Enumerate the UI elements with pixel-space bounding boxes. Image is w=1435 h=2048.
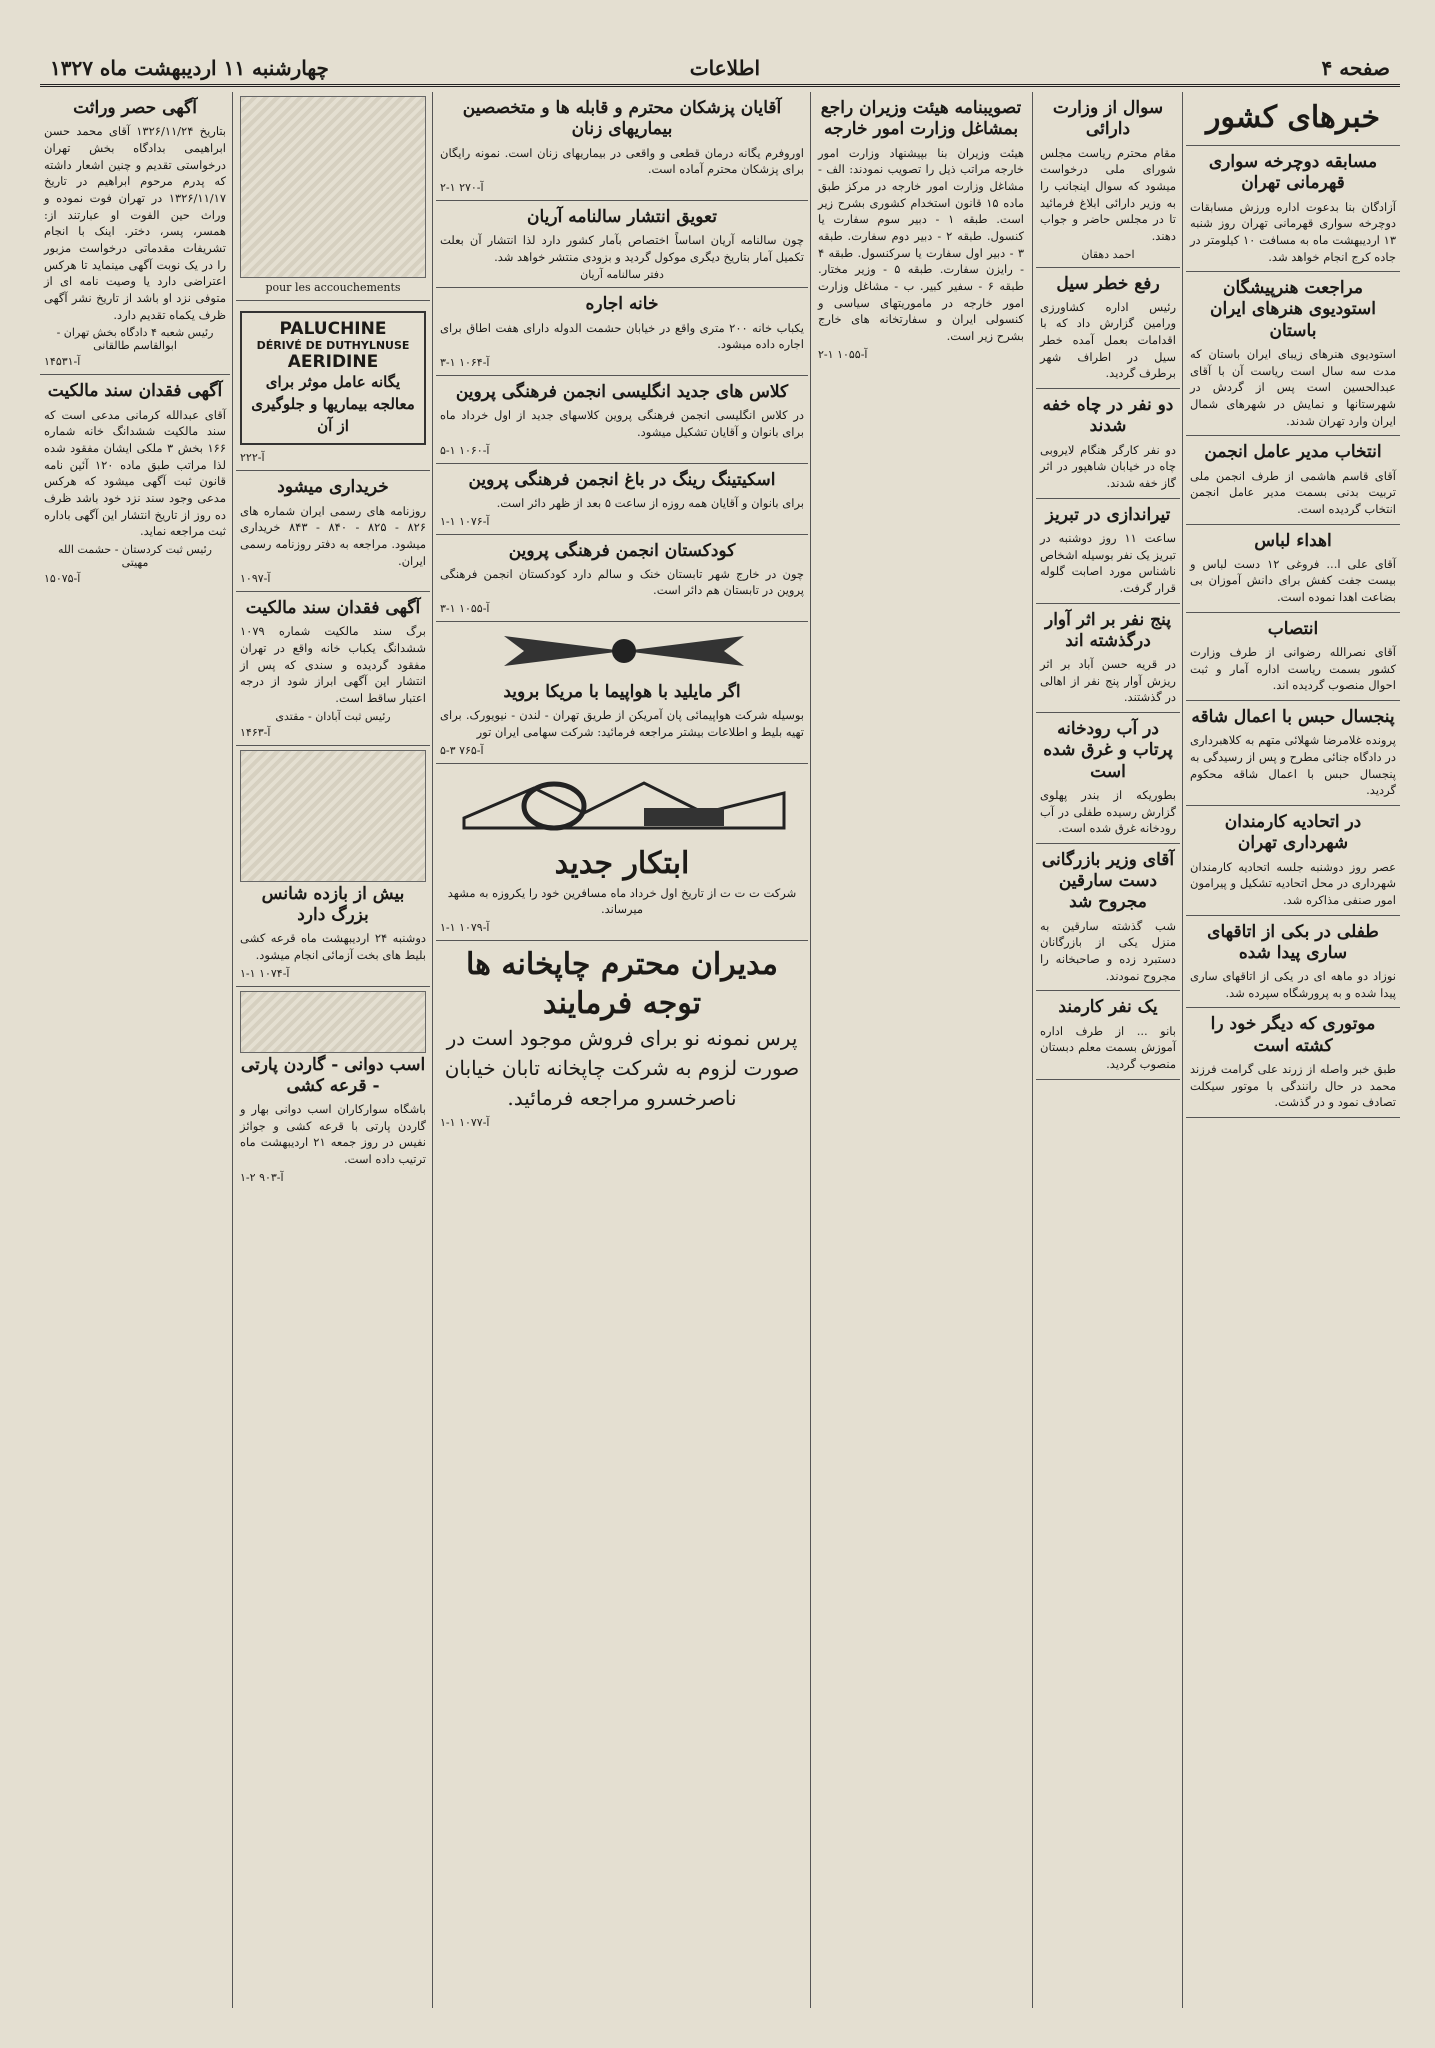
article-title: رفع خطر سیل — [1056, 273, 1160, 294]
ad-code: آ-۱۰۷۷ ۱-۱ — [440, 1116, 490, 1130]
winged-emblem-icon — [444, 626, 804, 676]
ad-title: خانه اجاره — [585, 294, 659, 315]
ad-body: چون در خارج شهر تابستان خنک و سالم دارد کودکستان انجمن فرهنگی پروین در تابستان هم دائر است. — [440, 566, 804, 598]
article-title: آقای وزیر بازرگانی دست سارقین مجروح شد — [1041, 849, 1175, 913]
column-rule — [432, 92, 433, 2008]
ad-body: باشگاه سوارکاران اسب دوانی بهار و گاردن پارتی با قرعه کشی و جوائز نفیس در روز جمعه ۲۱ اردیبهشت ماه ترتیب داده است. — [240, 1102, 426, 1167]
ad-code: آ-۱۰۹۷ — [240, 572, 271, 586]
masthead — [40, 54, 1400, 87]
article-body: آقای قاسم هاشمی از طرف انجمن ملی تربیت بدنی بسمت مدیر عامل انجمن انتخاب گردیده است. — [1190, 468, 1396, 516]
article — [1186, 525, 1400, 613]
article-title: مراجعت هنرپیشگان استودیوی هنرهای ایران باستان — [1209, 278, 1377, 341]
ad-title: اسکیتینگ رینگ در باغ انجمن فرهنگی پروین — [468, 469, 776, 490]
article — [1186, 1008, 1400, 1118]
column-5 — [236, 92, 430, 2008]
article-title: موتوری که دیگر خود را کشته است — [1210, 1014, 1376, 1056]
article-title: اهداء لباس — [1254, 530, 1332, 551]
ad-code: آ-۲۷۰ ۱-۲ — [440, 180, 484, 194]
article-body: استودیوی هنرهای زیبای ایران باستان که مدت سه سال است ریاست آن با آقای عبدالحسین است پس از گردش در شهرستانها و نمایش در شهرهای شمال ایران وارد تهران شدند. — [1190, 346, 1396, 428]
ad-caption: pour les accouchements — [265, 281, 401, 294]
issue-date: چهارشنبه ۱۱ اردیبهشت ماه ۱۳۲۷ — [50, 56, 329, 80]
ad-body: یکباب خانه ۲۰۰ متری واقع در خیابان حشمت الدوله دارای هفت اطاق برای اجاره داده میشود. — [440, 320, 804, 352]
notice-title: آگهی فقدان سند مالکیت — [245, 598, 421, 619]
article-title: انتصاب — [1267, 618, 1319, 639]
paluchine-ad-box — [240, 311, 426, 445]
ad-title: اسب دوانی - گاردن پارتی - قرعه کشی — [240, 1054, 426, 1096]
advert — [436, 464, 808, 535]
column-2 — [1036, 92, 1180, 2008]
notice-signature: رئیس ثبت آبادان - مقتدی — [275, 709, 391, 723]
article-body: رئیس اداره کشاورزی ورامین گزارش داد که با اقدامات بعمل آمده خطر سیل در اطراف شهر برطرف گردید. — [1040, 299, 1176, 381]
advert — [436, 376, 808, 464]
article-title: دو نفر در چاه خفه شدند — [1042, 395, 1174, 437]
notice-body: برگ سند مالکیت شماره ۱۰۷۹ ششدانگ یکباب خانه واقع در تهران مفقود گردیده و سندی که پس از انتشار این آگهی ابراز شود از درجه اعتبار ساقط است. — [240, 624, 426, 706]
ad-code: آ-۹۰۳ ۲-۱ — [240, 1170, 284, 1184]
advert — [436, 941, 808, 1135]
article-title: در آب رودخانه پرتاب و غرق شده است — [1043, 719, 1173, 782]
notice — [40, 375, 230, 591]
article — [1036, 92, 1180, 268]
ad-subtitle: DÉRIVÉ DE DUTHYLNUSE — [256, 339, 410, 352]
ad-title: مدیران محترم چاپخانه ها توجه فرمایند — [466, 947, 778, 1022]
ad-code: آ-۱۰۶۰ ۱-۵ — [440, 443, 490, 457]
advert — [236, 746, 430, 987]
illustration-horses — [240, 991, 426, 1053]
article-body: بطوریکه از بندر پهلوی گزارش رسیده طفلی در آب رودخانه غرق شده است. — [1040, 787, 1176, 836]
advert — [436, 288, 808, 376]
advert — [436, 535, 808, 623]
ad-code: آ-۷۶۵ ۳-۵ — [440, 743, 484, 757]
article — [1186, 613, 1400, 701]
article-title: طفلی در بکی از اتاقهای ساری پیدا شده — [1207, 921, 1379, 963]
bus-logo-icon — [444, 768, 804, 838]
ad-body: روزنامه های رسمی ایران شماره های ۸۲۶ - ۸۲۵ - ۸۴۰ - ۸۴۳ خریداری میشود. مراجعه به دفتر روزنامه رسمی ایران. — [240, 503, 427, 568]
article — [1036, 499, 1180, 604]
ad-code: آ-۱۰۵۵ ۱-۲ — [818, 347, 868, 361]
ad-body: اوروفرم یگانه درمان قطعی و واقعی در بیماریهای زنان است. نمونه رایگان برای پزشکان محترم آماده است. — [440, 145, 804, 177]
advert — [236, 92, 430, 301]
column-1 — [1186, 92, 1400, 2008]
article-title: در اتحادیه کارمندان شهرداری تهران — [1224, 812, 1362, 854]
ad-body: پرس نمونه نو برای فروش موجود است در صورت لزوم به شرکت چاپخانه تابان خیابان ناصرخسرو مراجعه فرمائید. — [444, 1026, 800, 1111]
article-title: سوال از وزارت دارائی — [1052, 98, 1164, 140]
ad-brand: PALUCHINE — [279, 319, 387, 339]
column-rule — [810, 92, 811, 2008]
article-body: عصر روز دوشنبه جلسه اتحادیه کارمندان شهرداری در محل اتحادیه تشکیل و پیرامون امور صنفی مذاکره شد. — [1190, 859, 1396, 907]
article — [1036, 268, 1180, 390]
article-body: دو نفر کارگر هنگام لایروبی چاه در خیابان شاهپور در اثر گاز خفه شدند. — [1040, 442, 1176, 490]
illustration-mother-child — [240, 96, 426, 278]
ad-title: تعویق انتشار سالنامه آریان — [527, 206, 717, 227]
ad-code: آ-۱۴۶۳ — [240, 725, 271, 739]
article — [1186, 436, 1400, 524]
article-title: پنجسال حبس با اعمال شاقه — [1191, 707, 1395, 728]
advert — [436, 764, 808, 941]
notice-title: آگهی حصر وراثت — [73, 98, 197, 118]
paper-name: اطلاعات — [689, 56, 760, 80]
ad-body: شرکت ت ت ت از تاریخ اول خرداد ماه مسافرین خود را یکروزه به مشهد میرساند. — [447, 885, 797, 917]
article-body: طبق خبر واصله از زرند علی گرامت فرزند محمد در حال رانندگی با موتور سیکلت تصادف نمود و در گذشت. — [1190, 1061, 1396, 1110]
ad-body: چون سالنامه آریان اساساً اختصاص بآمار کشور دارد لذا انتشار آن بعلت تکمیل آمار بتاریخ دیگری موکول گردید و بزودی منتشر خواهد شد. — [440, 233, 804, 264]
ad-code: آ-۱۰۶۴ ۱-۳ — [440, 356, 490, 370]
column-3 — [814, 92, 1028, 2008]
ad-body: یگانه عامل موثر برای معالجه بیماریها و جلوگیری از آن — [251, 373, 415, 435]
advert — [236, 301, 430, 471]
advert — [236, 987, 430, 1190]
article-body: مقام محترم ریاست مجلس شورای ملی درخواست میشود که سوال اینجانب را به وزیر دارائی ابلاغ فرمائید تا در مجلس حاضر و جواب دهند. — [1040, 145, 1176, 243]
illustration-globe — [240, 750, 426, 882]
article-body: شب گذشته سارقین به منزل یکی از بازرگانان دستبرد زده و صاحبخانه را مجروح نمودند. — [1040, 918, 1176, 983]
notice — [236, 592, 430, 746]
article — [1036, 604, 1180, 714]
article-title: یک نفر کارمند — [1058, 997, 1158, 1018]
ad-title: کلاس های جدید انگلیسی انجمن فرهنگی پروین — [455, 382, 789, 403]
ad-code: آ-۱۰۷۶ ۱-۱ — [440, 514, 490, 528]
article-body: هیئت وزیران بنا بپیشنهاد وزارت امور خارجه مراتب ذیل را تصویب نمودند: الف - مشاغل وزارت امور خارجه در مرکز طبق ماده ۱۵ قانون استخدام کشوری بشرح زیر است. طبقه ۱ - دبیر سوم سفارت یا کنسول. طبقه ۲ - دبیر دوم سفارت. طبقه ۳ - دبیر اول سفارت یا سرکنسول. طبقه ۴ - رایزن سفارت. طبقه ۵ - وزیر مختار. طبقه ۶ - سفیر کبیر. ب - مشاغل وزارت امور خارجه در ماموریتهای سیاسی و کنسولی ایران و سفارتخانه های خارج بشرح زیر است. — [818, 145, 1025, 343]
ad-brand-2: AERIDINE — [287, 352, 379, 372]
article-title: پنج نفر بر اثر آوار درگذشته اند — [1044, 609, 1172, 651]
article-title: تیراندازی در تبریز — [1045, 504, 1171, 525]
ad-title: خریداری میشود — [277, 477, 389, 498]
advert — [236, 471, 430, 592]
article-body: آقای نصرالله رضوانی از طرف وزارت کشور بسمت ریاست اداره آمار و ثبت احوال منصوب گردیده اند. — [1190, 645, 1396, 693]
article-body: پرونده غلامرضا شهلائی متهم به کلاهبرداری در دادگاه جنائی مطرح و پس از رسیدگی به پنجسال حبس با اعمال شاقه محکوم گردید. — [1190, 733, 1396, 798]
ad-body: در کلاس انگلیسی انجمن فرهنگی پروین کلاسهای جدید از اول خرداد ماه برای بانوان و آقایان تشکیل میشود. — [440, 408, 804, 439]
advert — [436, 201, 808, 289]
article — [1186, 806, 1400, 916]
article — [1186, 916, 1400, 1009]
article — [1036, 844, 1180, 991]
ad-title: بیش از بازده شانس بزرگ دارد — [261, 883, 405, 926]
notice-body: آقای عبدالله کرمانی مدعی است که سند مالکیت ششدانگ خانه شماره ۱۶۶ بخش ۳ ملکی ایشان مفقود شده لذا مراتب طبق ماده ۱۲۰ آئین نامه قانون ثبت آگهی میشود که هرکس مدعی وجود سند نزد خود باشد ظرف ده روز از تاریخ انتشار این آگهی باداره ثبت مراجعه نماید. — [44, 407, 226, 539]
article-body: آزادگان بنا بدعوت اداره ورزش مسابقات دوچرخه سواری قهرمانی تهران روز شنبه ۱۳ اردیبهشت ماه به مسافت ۱۰ کیلومتر در جاده کرج انجام خواهد شد. — [1190, 199, 1396, 264]
section-title: خبرهای کشور — [1205, 100, 1381, 135]
ad-code: آ-۱۰۵۵ ۱-۳ — [440, 602, 490, 616]
ad-title: کودکستان انجمن فرهنگی پروین — [508, 540, 736, 561]
column-rule — [1182, 92, 1183, 2008]
notice-body: بتاریخ ۱۳۲۶/۱۱/۲۴ آقای محمد حسن ابراهیمی بدادگاه بخش تهران درخواستی تقدیم و چنین اشعار داشته که پدرم مرحوم ابراهیم در تاریخ ۱۳۲۶/۱۱/۱۷ در تهران فوت نموده و وراث حین الفوت او عبارتند از: همسر، پسر، دختر. اینک با انجام تشریفات مقدماتی درخواست مزبور را در یک نوبت آگهی مینماید تا هرکس اعتراضی دارد یا وصیت نامه ای از متوفی نزد او باشد از تاریخ نشر آگهی ظرف یکماه تقدیم دارد. — [44, 124, 226, 322]
article-title: تصویبنامه هیئت وزیران راجع بمشاغل وزارت امور خارجه — [820, 98, 1022, 140]
article-body: بانو ... از طرف اداره آموزش بسمت معلم دبستان منصوب گردید. — [1040, 1023, 1176, 1071]
article — [814, 92, 1028, 367]
article — [1186, 701, 1400, 806]
article-title: مسابقه دوچرخه سواری قهرمانی تهران — [1208, 152, 1378, 194]
article-body: آقای علی ا... فروغی ۱۲ دست لباس و بیست جفت کفش برای دانش آموزان بی بضاعت اهدا نموده است. — [1190, 556, 1396, 605]
article-body: ساعت ۱۱ روز دوشنبه در تبریز یک نفر بوسیله اشخاص ناشناس مورد اصابت گلوله قرار گرفت. — [1040, 530, 1177, 595]
ad-code: آ-۱۰۷۴ ۱-۱ — [240, 966, 290, 980]
ad-code: آ-۱۰۷۹ ۱-۱ — [440, 921, 490, 935]
article — [1036, 389, 1180, 499]
notice-title: آگهی فقدان سند مالکیت — [47, 381, 223, 402]
ad-signature: دفتر سالنامه آریان — [580, 268, 664, 282]
column-4 — [436, 92, 808, 2008]
article — [1186, 146, 1400, 272]
notice — [40, 92, 230, 375]
notice-signature: رئیس شعبه ۴ دادگاه بخش تهران - ابوالقاسم طالقانی — [56, 326, 214, 353]
article-body: در قریه حسن آباد بر اثر ریزش آوار پنج نفر از اهالی در گذشتند. — [1040, 657, 1176, 705]
notice-signature: رئیس ثبت کردستان - حشمت الله مهیتی — [58, 542, 212, 569]
ad-title: ابتکار جدید — [554, 845, 690, 881]
ad-code: آ-۱۴۵۳۱ — [44, 355, 81, 369]
article — [1036, 713, 1180, 844]
article-title: انتخاب مدیر عامل انجمن — [1204, 442, 1382, 463]
article-body: نوزاد دو ماهه ای در یکی از اتاقهای ساری پیدا شده و به پرورشگاه سپرده شد. — [1190, 969, 1396, 1000]
advert — [436, 92, 808, 201]
column-rule — [232, 92, 233, 2008]
column-rule — [1032, 92, 1033, 2008]
article-signature: احمد دهقان — [1081, 247, 1135, 261]
ad-body: دوشنبه ۲۴ اردیبهشت ماه قرعه کشی بلیط های بخت آزمائی انجام میشود. — [240, 931, 426, 962]
ad-title: اگر مایلید با هواپیما با مریکا بروید — [503, 682, 741, 703]
article — [1186, 272, 1400, 436]
ad-code: آ-۲۲۲ — [240, 451, 265, 465]
ad-body: بوسیله شرکت هواپیمائی پان آمریکن از طریق تهران - لندن - نیویورک. برای تهیه بلیط و اطلاعات بیشتر مراجعه فرمائید: شرکت سهامی ایران تور — [440, 708, 804, 740]
advert — [436, 622, 808, 764]
ad-title: آقایان پزشکان محترم و قابله ها و متخصصین بیماریهای زنان — [462, 98, 782, 140]
article — [1036, 991, 1180, 1079]
ad-code: آ-۱۵۰۷۵ — [44, 571, 81, 585]
ad-body: برای بانوان و آقایان همه روزه از ساعت ۵ بعد از ظهر دائر است. — [496, 495, 804, 510]
column-6 — [40, 92, 230, 2008]
page-number: صفحه ۴ — [1321, 56, 1390, 80]
